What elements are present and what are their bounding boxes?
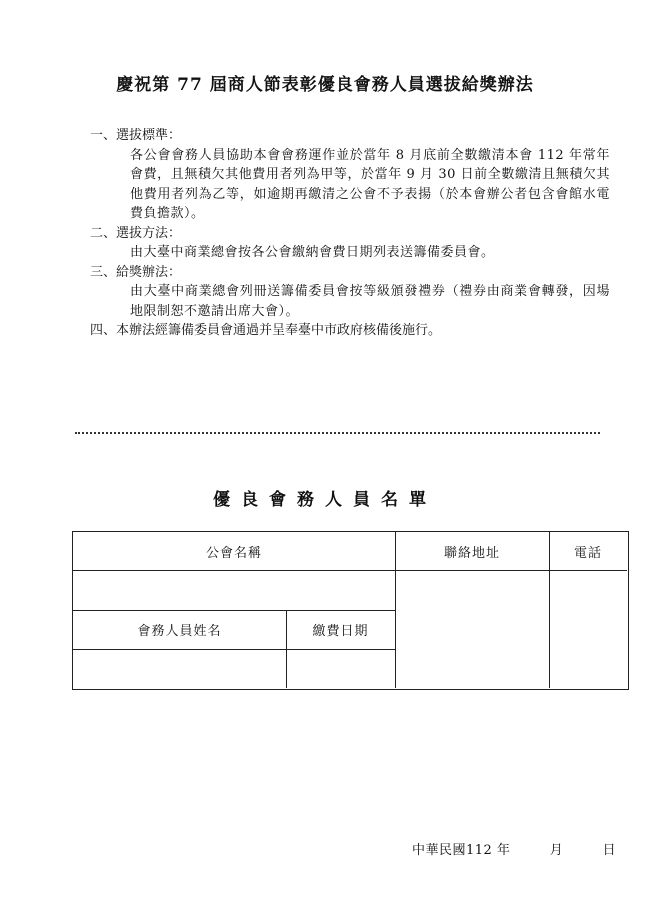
date-year-unit: 年	[496, 843, 511, 858]
date-era: 中華民國	[412, 843, 467, 858]
staff-name-field[interactable]	[73, 649, 286, 688]
rule-heading: 四、本辦法經籌備委員會通過并呈奉臺中市政府核備後施行。	[90, 323, 442, 338]
rule-heading: 三、給獎辦法：	[90, 264, 182, 280]
document-title: 慶祝第 77 屆商人節表彰優良會務人員選拔給獎辦法	[116, 75, 534, 95]
roster-table	[72, 531, 629, 690]
rules-section	[90, 126, 610, 341]
rule-1	[90, 126, 610, 224]
association-name-field[interactable]	[73, 570, 395, 610]
date-month-unit: 月	[549, 843, 564, 858]
rule-body: 由大臺中商業總會按各公會繳納會費日期列表送籌備委員會。	[130, 245, 495, 260]
rule-heading: 一、選拔標準：	[90, 128, 182, 143]
rule-4	[90, 321, 610, 341]
date-line	[412, 839, 616, 858]
rule-2	[90, 224, 610, 263]
rule-heading: 二、選拔方法：	[90, 225, 182, 241]
phone-field[interactable]	[549, 570, 627, 688]
header-staff-name: 會務人員姓名	[137, 624, 222, 639]
header-phone: 電話	[573, 545, 602, 561]
header-contact-address: 聯絡地址	[443, 545, 500, 561]
date-day-unit: 日	[602, 843, 617, 858]
cut-line-divider	[75, 432, 600, 434]
rule-3	[90, 263, 610, 322]
rule-body: 各公會會務人員協助本會會務運作並於當年 8 月底前全數繳清本會 112 年常年會費，且無積欠其他費用者列為甲等，於當年 9 月 30 日前全數繳清且無積欠其他費用者列為乙等，如逾期再繳清之公會不予表揚（於本會辦公者包含會館水電費負擔款）。	[130, 147, 610, 221]
header-payment-date: 繳費日期	[312, 624, 369, 639]
roster-title: 優良會務人員名單	[213, 490, 437, 510]
rule-body: 由大臺中商業總會列冊送籌備委員會按等級頒發禮券（禮券由商業會轉發，因場地限制恕不邀請出席大會）。	[130, 284, 610, 319]
date-year: 112	[466, 843, 493, 858]
payment-date-field[interactable]	[286, 649, 395, 688]
header-association-name: 公會名稱	[205, 545, 262, 561]
contact-address-field[interactable]	[395, 570, 549, 688]
